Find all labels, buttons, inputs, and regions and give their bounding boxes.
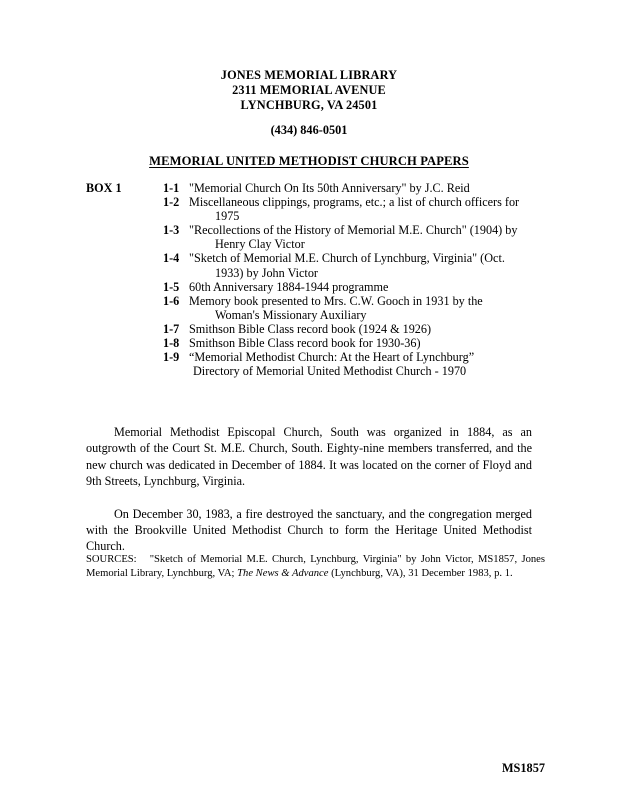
manuscript-id-footer: MS1857 [501,761,545,775]
folder-list [163,181,563,378]
historical-narrative [86,424,532,571]
folder-entry [163,195,563,223]
folder-description: "Sketch of Memorial M.E. Church of Lynchburg, Virginia" (Oct. [189,251,505,266]
folder-entry [163,223,563,251]
folder-number: 1-6 [163,293,180,308]
library-phone-number: (434) 846-0501 [270,123,348,137]
folder-number: 1-3 [163,223,180,238]
folder-entry [163,181,563,195]
folder-number: 1-4 [163,251,180,266]
sources-newspaper-title: The News & Advance [237,568,329,580]
folder-description-continued: 1975 [215,209,240,224]
folder-entry [163,251,563,279]
narrative-paragraph-founding: Memorial Methodist Episcopal Church, South was organized in 1884, as an outgrowth of the Court St. M.E. Church, South. Eighty-nine members transferred, and the new church was dedicated in December of 1884. It was located on the corner of Floyd and 9th Streets, Lynchburg, Virginia. [86,425,532,489]
folder-number: 1-8 [163,336,180,351]
folder-number: 1-5 [163,279,180,294]
folder-entry [163,350,563,378]
narrative-paragraph-fire-merger: On December 30, 1983, a fire destroyed the sanctuary, and the congregation merged with the Brookville United Methodist Church to form the Heritage United Methodist Church. [86,506,532,554]
folder-description: “Memorial Methodist Church: At the Heart of Lynchburg” [189,350,475,365]
folder-description-continued: 1933) by John Victor [215,265,318,280]
folder-description: Smithson Bible Class record book (1924 & 1926) [189,321,432,336]
library-name: JONES MEMORIAL LIBRARY [220,68,398,82]
box-label: BOX 1 [86,181,122,195]
folder-number: 1-7 [163,321,180,336]
library-street-address: 2311 MEMORIAL AVENUE [232,83,386,98]
folder-number: 1-9 [163,350,180,365]
sources-label: SOURCES: [86,554,137,565]
folder-number: 1-1 [163,181,180,195]
folder-description: "Recollections of the History of Memorial M.E. Church" (1904) by [189,223,518,238]
folder-entry [163,280,563,294]
folder-description: 60th Anniversary 1884-1944 programme [189,279,389,294]
folder-description-continued: Directory of Memorial United Methodist Church - 1970 [193,364,467,379]
section-title-container [0,152,618,170]
collection-title: MEMORIAL UNITED METHODIST CHURCH PAPERS [149,154,469,168]
folder-number: 1-2 [163,195,180,210]
library-city-state-zip: LYNCHBURG, VA 24501 [240,98,378,113]
folder-description-continued: Woman's Missionary Auxiliary [215,307,367,322]
folder-entry [163,336,563,350]
folder-entry [163,322,563,336]
folder-description-continued: Henry Clay Victor [215,237,305,252]
folder-description: Memory book presented to Mrs. C.W. Gooch in 1931 by the [189,293,483,308]
sources-citation-part-one: "Sketch of Memorial M.E. Church, Lynchburg, Virginia" by John Victor, MS1857, Jones Memorial Library, Lynchburg, VA; [86,554,546,580]
sources-citation-part-two: (Lynchburg, VA), 31 December 1983, p. 1. [328,568,513,580]
folder-description: Smithson Bible Class record book for 1930-36) [189,336,421,351]
sources-note [86,553,545,582]
folder-entry [163,294,563,322]
letterhead [0,68,618,114]
folder-description: "Memorial Church On Its 50th Anniversary" by J.C. Reid [189,181,470,195]
folder-description: Miscellaneous clippings, programs, etc.; a list of church officers for [189,195,520,210]
